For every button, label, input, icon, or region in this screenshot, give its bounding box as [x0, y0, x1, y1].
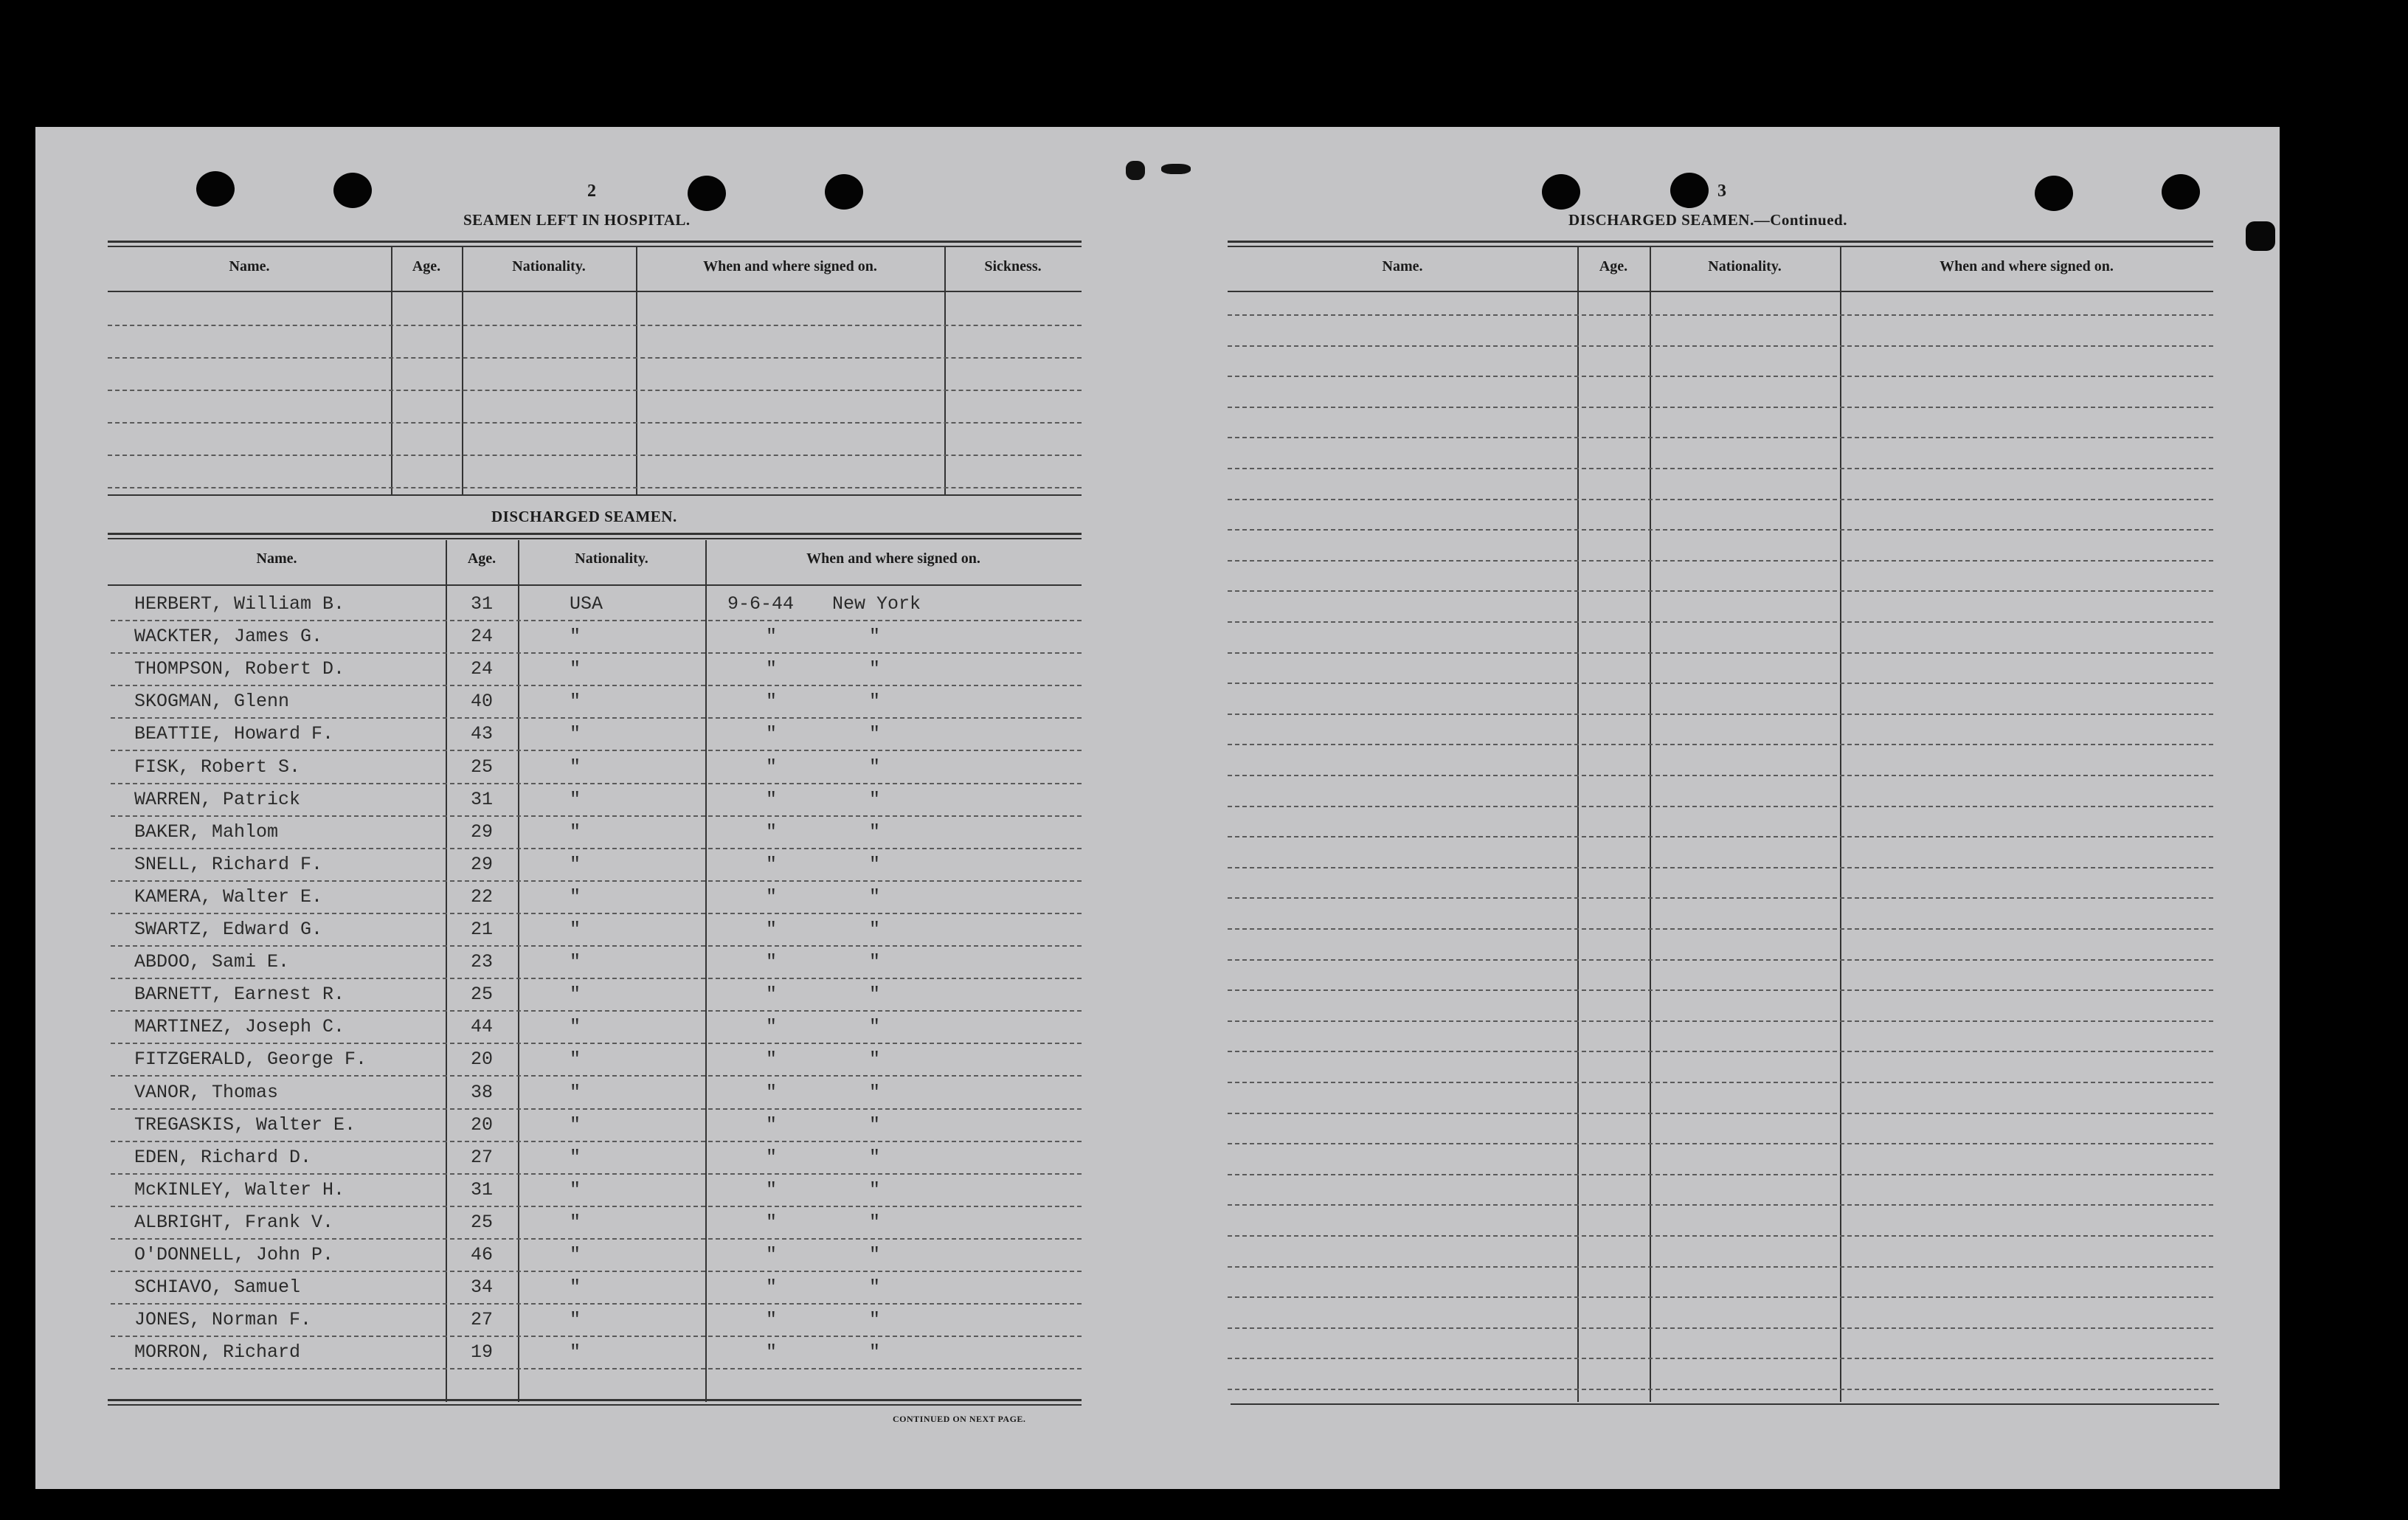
signed-on-place: " [869, 756, 881, 778]
right-blank-row-line [1228, 468, 2213, 469]
row-line [111, 1108, 1082, 1110]
seaman-nationality: " [570, 1244, 581, 1265]
seaman-nationality: " [570, 756, 581, 778]
seaman-age: 29 [471, 853, 494, 875]
signed-on-place: " [869, 821, 881, 843]
row-line [111, 1173, 1082, 1175]
seaman-nationality: " [570, 1277, 581, 1299]
hospital-column-divider [462, 246, 463, 494]
right-blank-row-line [1228, 652, 2213, 654]
right-blank-row-line [1228, 529, 2213, 531]
seaman-nationality: " [570, 1049, 581, 1071]
hospital-column-header: When and where signed on. [703, 258, 877, 274]
right-column-header: Age. [1599, 258, 1628, 274]
seaman-age: 23 [471, 951, 494, 973]
punch-hole [825, 174, 863, 210]
right-column-header: Name. [1382, 258, 1423, 274]
hospital-table-bottom-rule [108, 494, 1082, 496]
discharged-column-header: Age. [467, 550, 497, 567]
signed-on-place: " [869, 1178, 881, 1201]
right-blank-row-line [1228, 1235, 2213, 1237]
signed-on-place: " [869, 1244, 881, 1265]
signed-on-date: " [766, 1049, 778, 1071]
right-blank-row-line [1228, 1143, 2213, 1144]
right-blank-row-line [1228, 806, 2213, 807]
seaman-age: 40 [471, 691, 494, 713]
seaman-age: 25 [471, 756, 494, 778]
right-blank-row-line [1228, 1266, 2213, 1268]
seaman-nationality: " [570, 658, 581, 680]
seaman-nationality: " [570, 919, 581, 940]
seaman-nationality: " [570, 1211, 581, 1233]
signed-on-date: " [766, 951, 778, 973]
right-table-bottom-rule [1231, 1403, 2219, 1405]
seaman-nationality: " [570, 626, 581, 648]
seaman-name: ALBRIGHT, Frank V. [134, 1211, 334, 1233]
seaman-name: TREGASKIS, Walter E. [134, 1113, 356, 1136]
row-line [111, 783, 1082, 784]
right-blank-row-line [1228, 1296, 2213, 1298]
right-blank-row-line [1228, 560, 2213, 562]
seaman-nationality: USA [570, 593, 603, 615]
right-blank-row-line [1228, 407, 2213, 408]
signed-on-place: " [869, 1211, 881, 1233]
row-line [111, 815, 1082, 817]
seaman-name: SKOGMAN, Glenn [134, 691, 290, 713]
ledger-sheet [35, 127, 2280, 1489]
seaman-age: 20 [471, 1113, 494, 1136]
hospital-column-divider [944, 246, 946, 494]
continued-footer: CONTINUED ON NEXT PAGE. [893, 1414, 1026, 1424]
seaman-name: EDEN, Richard D. [134, 1146, 312, 1168]
signed-on-date: " [766, 1341, 778, 1364]
right-blank-row-line [1228, 1174, 2213, 1175]
signed-on-date: " [766, 626, 778, 648]
signed-on-place: " [869, 1341, 881, 1364]
hospital-table-top-rule [108, 241, 1082, 247]
hospital-column-header: Name. [229, 258, 270, 274]
seaman-age: 31 [471, 593, 494, 615]
discharged-header-rule [108, 584, 1082, 586]
row-line [111, 1010, 1082, 1012]
right-blank-row-line [1228, 897, 2213, 899]
signed-on-date: " [766, 1178, 778, 1201]
seaman-age: 29 [471, 821, 494, 843]
signed-on-date: " [766, 1113, 778, 1136]
row-line [111, 1368, 1082, 1369]
signed-on-date: 9-6-44 [727, 593, 795, 615]
right-column-header: When and where signed on. [1940, 258, 2114, 274]
row-line [111, 717, 1082, 719]
signed-on-place: " [869, 919, 881, 940]
discharged-continued-title: DISCHARGED SEAMEN.—Continued. [1568, 211, 1847, 229]
right-blank-row-line [1228, 1051, 2213, 1052]
signed-on-place: " [869, 788, 881, 810]
hospital-blank-row-line [108, 357, 1082, 359]
signed-on-date: " [766, 1277, 778, 1299]
seaman-name: O'DONNELL, John P. [134, 1244, 334, 1265]
seaman-nationality: " [570, 788, 581, 810]
hospital-column-divider [391, 246, 392, 494]
page-number-right: 3 [1717, 182, 1726, 201]
signed-on-date: " [766, 756, 778, 778]
right-blank-row-line [1228, 621, 2213, 623]
seaman-age: 43 [471, 723, 494, 745]
right-blank-row-line [1228, 345, 2213, 347]
right-blank-row-line [1228, 989, 2213, 991]
row-line [111, 913, 1082, 914]
seaman-nationality: " [570, 1081, 581, 1103]
signed-on-place: " [869, 951, 881, 973]
right-blank-row-line [1228, 744, 2213, 745]
seaman-age: 31 [471, 1178, 494, 1201]
hospital-header-rule [108, 291, 1082, 292]
right-column-header: Nationality. [1708, 258, 1782, 274]
seaman-name: BEATTIE, Howard F. [134, 723, 334, 745]
punch-hole [333, 173, 372, 208]
seaman-age: 22 [471, 885, 494, 908]
seaman-name: VANOR, Thomas [134, 1081, 279, 1103]
row-line [111, 1141, 1082, 1142]
row-line [111, 1303, 1082, 1305]
right-blank-row-line [1228, 1113, 2213, 1114]
signed-on-place: " [869, 723, 881, 745]
signed-on-place: " [869, 1277, 881, 1299]
seaman-age: 31 [471, 788, 494, 810]
seaman-nationality: " [570, 951, 581, 973]
right-blank-row-line [1228, 1082, 2213, 1083]
seaman-age: 24 [471, 658, 494, 680]
discharged-table-bottom-rule [108, 1399, 1082, 1406]
right-table-top-rule [1228, 241, 2213, 247]
signed-on-date: " [766, 658, 778, 680]
signed-on-date: " [766, 1244, 778, 1265]
signed-on-place: " [869, 1309, 881, 1331]
right-blank-row-line [1228, 314, 2213, 316]
right-blank-row-line [1228, 1204, 2213, 1206]
seaman-nationality: " [570, 1178, 581, 1201]
seaman-age: 20 [471, 1049, 494, 1071]
seaman-name: MARTINEZ, Joseph C. [134, 1016, 345, 1038]
signed-on-place: " [869, 1016, 881, 1038]
seaman-age: 21 [471, 919, 494, 940]
right-blank-row-line [1228, 590, 2213, 592]
hospital-blank-row-line [108, 390, 1082, 391]
row-line [111, 1336, 1082, 1337]
seaman-name: ABDOO, Sami E. [134, 951, 290, 973]
seaman-age: 27 [471, 1146, 494, 1168]
row-line [111, 620, 1082, 621]
punch-hole [1670, 173, 1709, 208]
seaman-nationality: " [570, 1309, 581, 1331]
discharged-column-divider [446, 540, 447, 1402]
signed-on-date: " [766, 1309, 778, 1331]
signed-on-place: " [869, 1146, 881, 1168]
signed-on-date: " [766, 691, 778, 713]
seaman-nationality: " [570, 853, 581, 875]
signed-on-place: " [869, 1049, 881, 1071]
seaman-age: 44 [471, 1016, 494, 1038]
signed-on-place: " [869, 1113, 881, 1136]
signed-on-date: " [766, 788, 778, 810]
signed-on-place: " [869, 691, 881, 713]
row-line [111, 652, 1082, 654]
row-line [111, 945, 1082, 947]
signed-on-place: New York [832, 593, 921, 615]
signed-on-date: " [766, 885, 778, 908]
signed-on-date: " [766, 1016, 778, 1038]
discharged-column-header: Nationality. [575, 550, 648, 567]
row-line [111, 1206, 1082, 1207]
punch-hole [196, 171, 235, 207]
hospital-column-header: Age. [412, 258, 441, 274]
punch-hole [2162, 174, 2200, 210]
discharged-section-title: DISCHARGED SEAMEN. [491, 508, 677, 525]
signed-on-date: " [766, 723, 778, 745]
seaman-nationality: " [570, 1146, 581, 1168]
seaman-name: THOMPSON, Robert D. [134, 658, 345, 680]
seaman-name: SCHIAVO, Samuel [134, 1277, 301, 1299]
seaman-nationality: " [570, 984, 581, 1006]
row-line [111, 750, 1082, 751]
signed-on-date: " [766, 984, 778, 1006]
seaman-name: BARNETT, Earnest R. [134, 984, 345, 1006]
right-blank-row-line [1228, 1389, 2213, 1390]
seaman-nationality: " [570, 821, 581, 843]
right-blank-row-line [1228, 376, 2213, 377]
row-line [111, 880, 1082, 882]
hospital-blank-row-line [108, 455, 1082, 456]
hospital-section-title: SEAMEN LEFT IN HOSPITAL. [463, 211, 691, 229]
hospital-column-header: Sickness. [984, 258, 1042, 274]
punch-hole [2035, 176, 2073, 211]
right-blank-row-line [1228, 836, 2213, 837]
signed-on-place: " [869, 658, 881, 680]
seaman-age: 34 [471, 1277, 494, 1299]
right-column-divider [1840, 246, 1841, 1402]
punch-hole [688, 176, 726, 211]
signed-on-date: " [766, 853, 778, 875]
seaman-age: 24 [471, 626, 494, 648]
signed-on-date: " [766, 821, 778, 843]
seaman-age: 38 [471, 1081, 494, 1103]
punch-hole [1542, 174, 1580, 210]
seaman-age: 27 [471, 1309, 494, 1331]
seaman-name: JONES, Norman F. [134, 1309, 312, 1331]
seaman-name: McKINLEY, Walter H. [134, 1178, 345, 1201]
signed-on-place: " [869, 885, 881, 908]
hospital-blank-row-line [108, 422, 1082, 424]
seaman-name: WACKTER, James G. [134, 626, 323, 648]
seaman-nationality: " [570, 691, 581, 713]
hospital-column-divider [636, 246, 637, 494]
ink-speck [1161, 164, 1191, 174]
seaman-nationality: " [570, 885, 581, 908]
seaman-name: SWARTZ, Edward G. [134, 919, 323, 940]
right-blank-row-line [1228, 1358, 2213, 1359]
row-line [111, 978, 1082, 979]
seaman-name: HERBERT, William B. [134, 593, 345, 615]
seaman-nationality: " [570, 723, 581, 745]
signed-on-date: " [766, 919, 778, 940]
row-line [111, 1271, 1082, 1272]
right-header-rule [1228, 291, 2213, 292]
seaman-name: BAKER, Mahlom [134, 821, 279, 843]
seaman-age: 46 [471, 1244, 494, 1265]
seaman-name: SNELL, Richard F. [134, 853, 323, 875]
seaman-name: FISK, Robert S. [134, 756, 301, 778]
right-blank-row-line [1228, 1020, 2213, 1022]
row-line [111, 1043, 1082, 1044]
ink-speck [1126, 161, 1145, 180]
discharged-table-top-rule [108, 533, 1082, 539]
right-blank-row-line [1228, 867, 2213, 868]
seaman-age: 19 [471, 1341, 494, 1364]
signed-on-place: " [869, 626, 881, 648]
row-line [111, 685, 1082, 686]
row-line [111, 848, 1082, 849]
seaman-age: 25 [471, 1211, 494, 1233]
row-line [111, 1075, 1082, 1077]
seaman-name: FITZGERALD, George F. [134, 1049, 367, 1071]
discharged-column-header: Name. [256, 550, 297, 567]
right-blank-row-line [1228, 714, 2213, 715]
seaman-nationality: " [570, 1341, 581, 1364]
discharged-column-header: When and where signed on. [806, 550, 980, 567]
discharged-column-divider [518, 540, 519, 1402]
right-blank-row-line [1228, 959, 2213, 961]
signed-on-place: " [869, 1081, 881, 1103]
discharged-column-divider [705, 540, 707, 1402]
signed-on-date: " [766, 1211, 778, 1233]
hospital-blank-row-line [108, 325, 1082, 326]
seaman-name: MORRON, Richard [134, 1341, 301, 1364]
paper-tear [2246, 221, 2275, 251]
seaman-name: WARREN, Patrick [134, 788, 301, 810]
right-blank-row-line [1228, 437, 2213, 438]
right-column-divider [1650, 246, 1651, 1402]
seaman-age: 25 [471, 984, 494, 1006]
hospital-column-header: Nationality. [512, 258, 586, 274]
right-column-divider [1577, 246, 1579, 1402]
hospital-blank-row-line [108, 487, 1082, 488]
signed-on-place: " [869, 984, 881, 1006]
page-number-left: 2 [587, 182, 596, 201]
seaman-nationality: " [570, 1113, 581, 1136]
seaman-name: KAMERA, Walter E. [134, 885, 323, 908]
seaman-nationality: " [570, 1016, 581, 1038]
right-blank-row-line [1228, 928, 2213, 930]
signed-on-place: " [869, 853, 881, 875]
right-blank-row-line [1228, 775, 2213, 776]
row-line [111, 1238, 1082, 1240]
right-blank-row-line [1228, 1327, 2213, 1329]
signed-on-date: " [766, 1146, 778, 1168]
right-blank-row-line [1228, 499, 2213, 500]
signed-on-date: " [766, 1081, 778, 1103]
right-blank-row-line [1228, 683, 2213, 684]
